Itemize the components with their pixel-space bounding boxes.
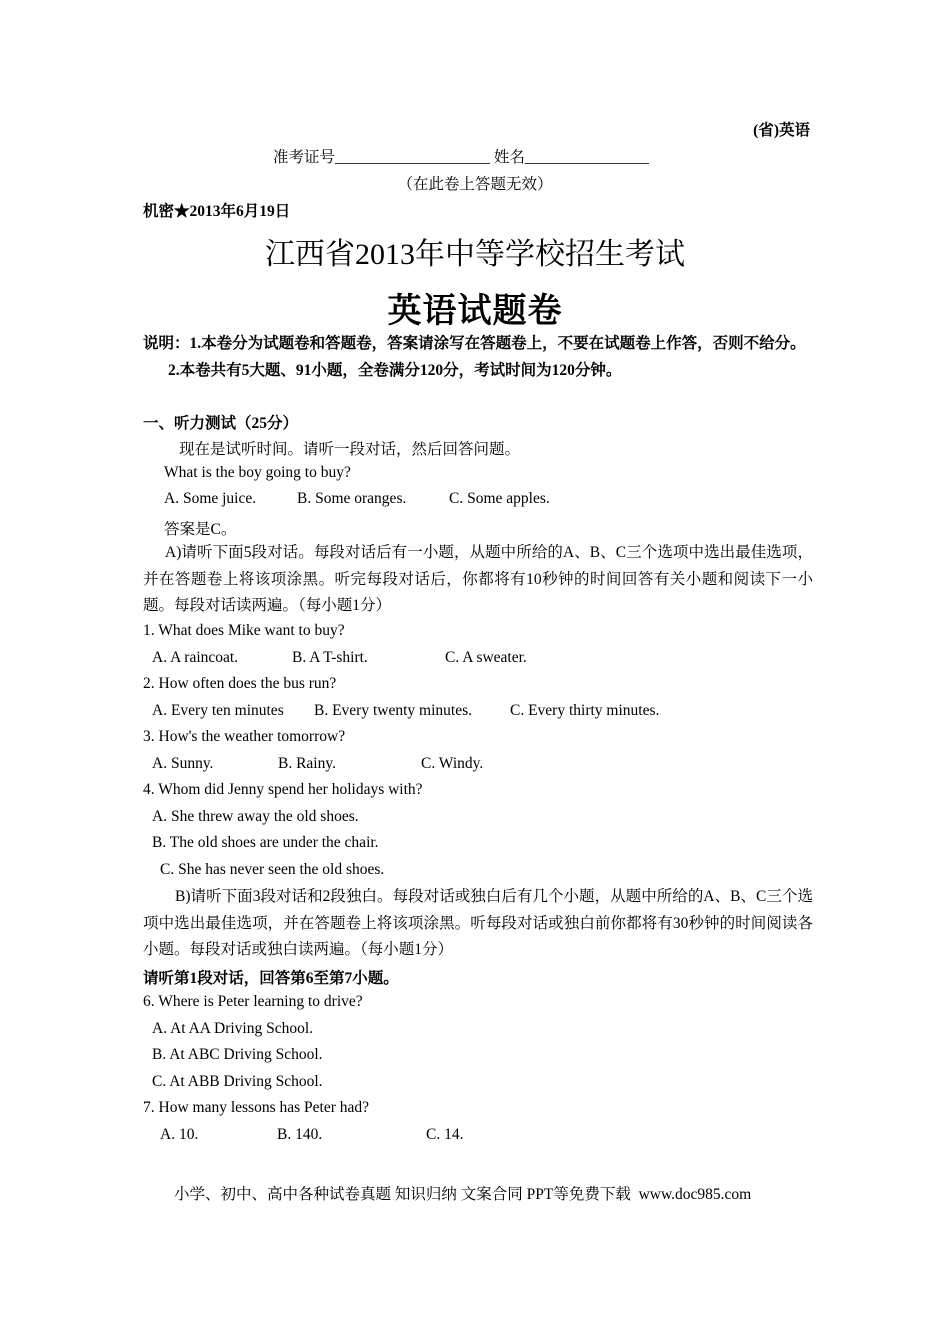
question-2: 2. How often does the bus run? xyxy=(143,675,337,692)
option: B. Some oranges. xyxy=(297,490,407,507)
footer-text: 小学、初中、高中各种试卷真题 知识归纳 文案合同 PPT等免费下载 xyxy=(174,1186,631,1203)
option: A. A raincoat. xyxy=(152,649,239,666)
question-2-options xyxy=(152,702,659,720)
option: A. Sunny. xyxy=(152,755,214,772)
no-answer-warning: （在此卷上答题无效） xyxy=(397,176,553,193)
question-6-option-a: A. At AA Driving School. xyxy=(152,1020,314,1037)
option: B. 140. xyxy=(277,1126,323,1143)
ticket-label: 准考证号 xyxy=(273,149,336,166)
question-6: 6. Where is Peter learning to drive? xyxy=(143,993,363,1010)
demo-options xyxy=(164,490,550,508)
option: C. Windy. xyxy=(421,755,484,772)
option: A. Some juice. xyxy=(164,490,257,507)
footer-url[interactable]: www.doc985.com xyxy=(638,1186,752,1203)
option: C. Some apples. xyxy=(449,490,550,507)
part-b-instructions: B)请听下面3段对话和2段独白。每段对话或独白后有几个小题，从题中所给的A、B、C三个选项中选出最佳选项，并在答题卷上将该项涂黑。听每段对话或独白前你都将有30秒钟的时间阅读各小题。每段对话或独白读两遍。（每小题1分） xyxy=(143,888,813,958)
demo-intro: 现在是试听时间。请听一段对话，然后回答问题。 xyxy=(179,441,521,458)
exam-title: 江西省2013年中等学校招生考试 xyxy=(265,238,685,271)
question-1: 1. What does Mike want to buy? xyxy=(143,622,345,639)
option: C. Every thirty minutes. xyxy=(510,702,660,719)
question-4-option-c: C. She has never seen the old shoes. xyxy=(160,861,385,878)
option: A. Every ten minutes xyxy=(152,702,284,719)
option: B. A T-shirt. xyxy=(292,649,368,666)
subject-tag: (省)英语 xyxy=(753,122,810,139)
question-6-option-b: B. At ABC Driving School. xyxy=(152,1046,323,1063)
demo-answer: 答案是C。 xyxy=(164,521,237,538)
option: B. Every twenty minutes. xyxy=(314,702,472,719)
ticket-name-line xyxy=(273,145,649,167)
option: A. 10. xyxy=(160,1126,199,1143)
question-4: 4. Whom did Jenny spend her holidays with? xyxy=(143,781,423,798)
question-3-options xyxy=(152,755,483,773)
instruction-line-2: 2.本卷共有5大题、91小题，全卷满分120分，考试时间为120分钟。 xyxy=(168,362,622,379)
question-7-options xyxy=(160,1126,463,1144)
question-4-option-a: A. She threw away the old shoes. xyxy=(152,808,359,825)
question-4-option-b: B. The old shoes are under the chair. xyxy=(152,834,379,851)
name-label: 姓名 xyxy=(493,149,525,166)
name-blank: ________________ xyxy=(524,149,649,166)
part-a-instructions: A)请听下面5段对话。每段对话后有一小题，从题中所给的A、B、C三个选项中选出最佳选项，并在答题卷上将该项涂黑。听完每段对话后，你都将有10秒钟的时间回答有关小题和阅读下一小题。每段对话读两遍。（每小题1分） xyxy=(143,544,813,614)
ticket-blank: ____________________ xyxy=(335,149,491,166)
option: C. A sweater. xyxy=(445,649,527,666)
demo-question: What is the boy going to buy? xyxy=(164,464,351,481)
question-1-options xyxy=(152,649,527,667)
footer xyxy=(174,1182,751,1204)
instruction-line-1: 说明：1.本卷分为试题卷和答题卷，答案请涂写在答题卷上，不要在试题卷上作答，否则不给分。 xyxy=(143,335,806,352)
confidential-date: 机密★2013年6月19日 xyxy=(143,203,291,220)
question-7: 7. How many lessons has Peter had? xyxy=(143,1099,369,1116)
option: C. 14. xyxy=(426,1126,464,1143)
dialog-1-heading: 请听第1段对话，回答第6至第7小题。 xyxy=(143,970,399,987)
option: B. Rainy. xyxy=(278,755,336,772)
question-6-option-c: C. At ABB Driving School. xyxy=(152,1073,323,1090)
question-3: 3. How's the weather tomorrow? xyxy=(143,728,346,745)
section-heading: 一、听力测试（25分） xyxy=(143,415,299,432)
exam-subtitle: 英语试题卷 xyxy=(387,291,563,331)
